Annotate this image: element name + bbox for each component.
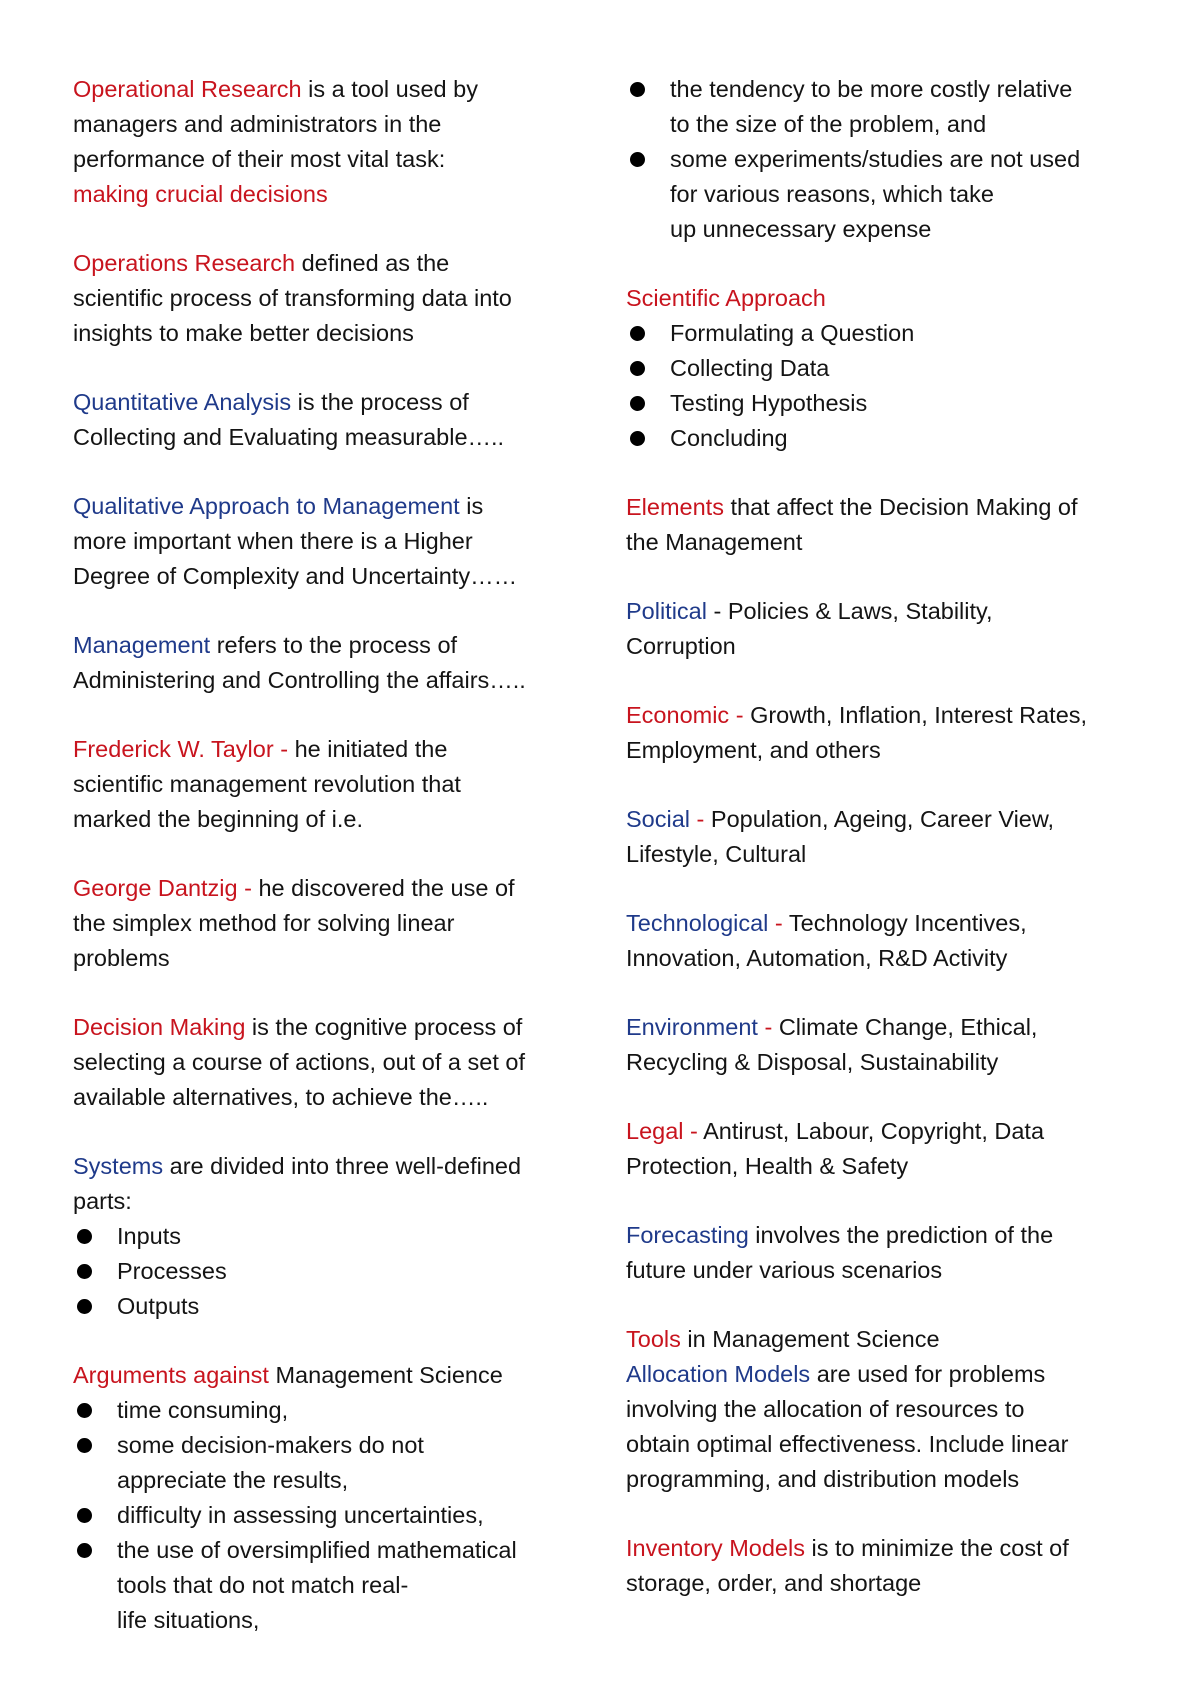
arguments-list-continued [626,72,1146,247]
list-item: Collecting Data [626,351,1146,386]
definition-text: more important when there is a Higher [73,528,473,554]
term-tools: Tools [626,1326,681,1352]
definition-text: is the cognitive process of [245,1014,523,1040]
term-george-dantzig: George Dantzig [73,875,238,901]
arguments-list [73,1393,593,1638]
definition-text: managers and administrators in the [73,111,442,137]
definition-text: the simplex method for solving linear [73,910,455,936]
term-allocation-models: Allocation Models [626,1361,811,1387]
arguments-continued [626,72,1146,247]
term-inventory-models: Inventory Models [626,1535,805,1561]
list-item: the tendency to be more costly relative to the size of the problem, and [626,72,1146,142]
term-decision-making: Decision Making [73,1014,246,1040]
definition-text: Innovation, Automation, R&D Activity [626,945,1008,971]
list-item: some experiments/studies are not used for various reasons, which take up unnecessary expense [626,142,1146,247]
taylor-note [73,732,593,837]
list-item: difficulty in assessing uncertainties, [73,1498,593,1533]
definition-text: insights to make better decisions [73,320,414,346]
scientific-approach-section [626,281,1146,456]
operational-research-definition [73,72,593,212]
list-item: the use of oversimplified mathematical tools that do not match real- life situations, [73,1533,593,1638]
dash: - [237,875,259,901]
tools-section [626,1322,1146,1497]
definition-text: he initiated the [294,736,448,762]
definition-text: Lifestyle, Cultural [626,841,807,867]
definition-text: scientific management revolution that [73,771,461,797]
term-environment: Environment [626,1014,758,1040]
definition-text: scientific process of transforming data into [73,285,512,311]
definition-text: Corruption [626,633,736,659]
economic-element [626,698,1146,768]
definition-text: is a tool used by [301,76,478,102]
term-economic: Economic [626,702,730,728]
dash: - [757,1014,779,1040]
definition-text: Administering and Controlling the affairs….. [73,667,526,693]
definition-text: storage, order, and shortage [626,1570,922,1596]
definition-text: he discovered the use of [258,875,515,901]
social-element [626,802,1146,872]
dash: - [768,910,789,936]
definition-text: Recycling & Disposal, Sustainability [626,1049,999,1075]
management-definition [73,628,593,698]
definition-text: are divided into three well-defined [163,1153,522,1179]
term-operational-research: Operational Research [73,76,302,102]
definition-text: future under various scenarios [626,1257,943,1283]
quantitative-analysis-definition [73,385,593,455]
definition-text: Growth, Inflation, Interest Rates, [750,702,1088,728]
term-elements: Elements [626,494,724,520]
term-political: Political [626,598,707,624]
right-column [626,72,1146,1601]
dash: - [683,1118,704,1144]
list-item: some decision-makers do not appreciate the results, [73,1428,593,1498]
definition-text: refers to the process of [210,632,458,658]
inventory-models-definition [626,1531,1146,1601]
definition-text: Management Science [268,1362,503,1388]
list-item: Inputs [73,1219,593,1254]
dash: - [729,702,751,728]
highlight-text: making crucial decisions [73,181,328,207]
forecasting-definition [626,1218,1146,1288]
definition-text: Technology Incentives, [788,910,1027,936]
definition-text: parts: [73,1188,132,1214]
term-management: Management [73,632,211,658]
definition-text: problems [73,945,170,971]
term-quantitative-analysis: Quantitative Analysis [73,389,292,415]
left-column [73,72,593,1638]
definition-text: Climate Change, Ethical, [778,1014,1038,1040]
term-social: Social [626,806,691,832]
dantzig-note [73,871,593,976]
technological-element [626,906,1146,976]
decision-making-definition [73,1010,593,1115]
definition-text: selecting a course of actions, out of a set of [73,1049,525,1075]
definition-text: Population, Ageing, Career View, [710,806,1055,832]
environment-element [626,1010,1146,1080]
definition-text: obtain optimal effectiveness. Include linear [626,1431,1069,1457]
dash: - [690,806,711,832]
list-item: Concluding [626,421,1146,456]
qualitative-approach-definition [73,489,593,594]
systems-definition [73,1149,593,1324]
definition-text: is [459,493,484,519]
list-item: time consuming, [73,1393,593,1428]
term-technological: Technological [626,910,769,936]
term-systems: Systems [73,1153,164,1179]
term-qualitative-approach: Qualitative Approach to Management [73,493,460,519]
scientific-approach-list [626,316,1146,456]
definition-text: available alternatives, to achieve the….. [73,1084,489,1110]
term-operations-research: Operations Research [73,250,296,276]
definition-text: performance of their most vital task: [73,146,446,172]
definition-text: Protection, Health & Safety [626,1153,909,1179]
list-item: Formulating a Question [626,316,1146,351]
definition-text: are used for problems [810,1361,1046,1387]
arguments-against-section [73,1358,593,1638]
systems-parts-list [73,1219,593,1324]
definition-text: Antirust, Labour, Copyright, Data [703,1118,1045,1144]
list-item: Processes [73,1254,593,1289]
operations-research-definition [73,246,593,351]
term-arguments-against: Arguments against [73,1362,269,1388]
term-scientific-approach: Scientific Approach [626,285,826,311]
definition-text: Collecting and Evaluating measurable….. [73,424,505,450]
definition-text: - Policies & Laws, Stability, [706,598,993,624]
term-forecasting: Forecasting [626,1222,749,1248]
definition-text: programming, and distribution models [626,1466,1020,1492]
definition-text: is the process of [291,389,469,415]
definition-text: is to minimize the cost of [804,1535,1069,1561]
definition-text: involves the prediction of the [748,1222,1054,1248]
political-element [626,594,1146,664]
term-legal: Legal [626,1118,684,1144]
definition-text: Employment, and others [626,737,881,763]
definition-text: Degree of Complexity and Uncertainty…… [73,563,518,589]
dash: - [273,736,295,762]
definition-text: in Management Science [680,1326,940,1352]
elements-heading [626,490,1146,560]
definition-text: that affect the Decision Making of [723,494,1078,520]
list-item: Outputs [73,1289,593,1324]
term-frederick-taylor: Frederick W. Taylor [73,736,274,762]
definition-text: marked the beginning of i.e. [73,806,364,832]
definition-text: the Management [626,529,803,555]
definition-text: defined as the [295,250,450,276]
definition-text: involving the allocation of resources to [626,1396,1025,1422]
legal-element [626,1114,1146,1184]
list-item: Testing Hypothesis [626,386,1146,421]
